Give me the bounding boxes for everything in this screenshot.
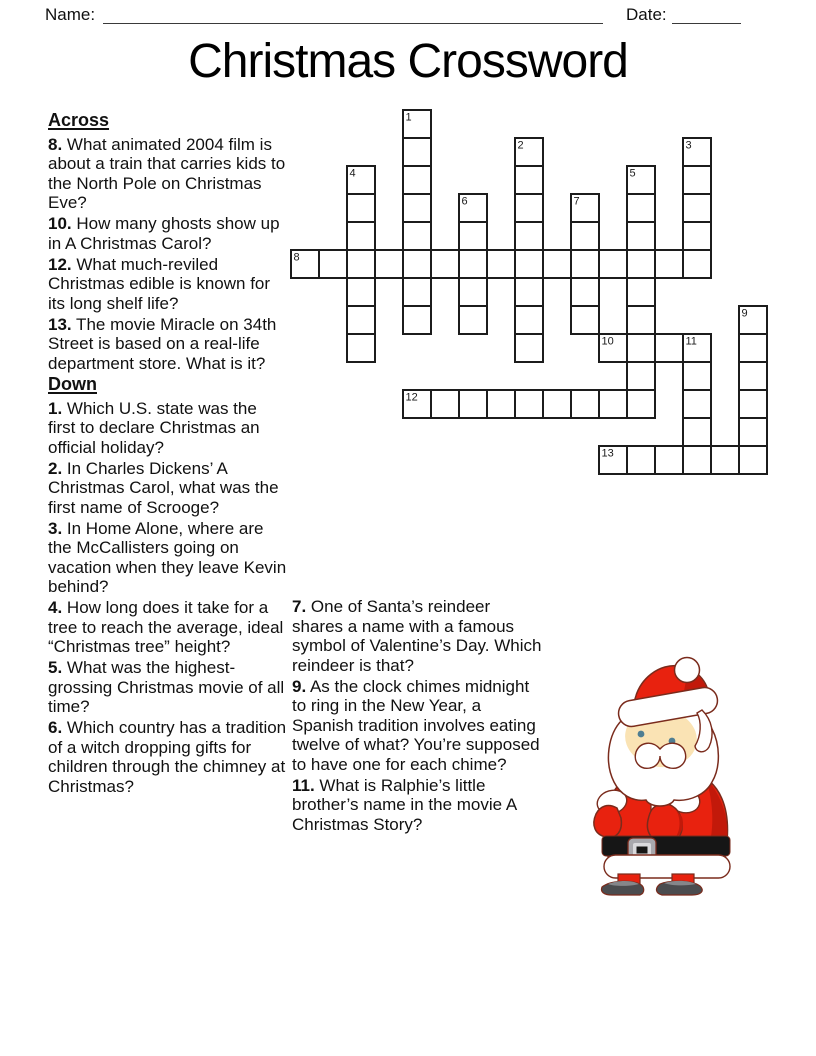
clue-across-10: 10. How many ghosts show up in A Christmas Carol? <box>48 214 280 253</box>
grid-cell[interactable] <box>739 446 767 474</box>
grid-cell[interactable] <box>487 390 515 418</box>
grid-cell[interactable] <box>403 194 431 222</box>
grid-cell[interactable] <box>627 194 655 222</box>
grid-cell[interactable] <box>711 446 739 474</box>
grid-cell-number: 6 <box>461 195 468 208</box>
grid-cell[interactable] <box>431 250 459 278</box>
grid-cell[interactable] <box>347 278 375 306</box>
clue-across-12: 12. What much-reviled Christmas edible is known for its long shelf life? <box>48 254 271 313</box>
grid-cell[interactable] <box>431 390 459 418</box>
grid-cell[interactable] <box>683 362 711 390</box>
grid-cell[interactable] <box>627 222 655 250</box>
grid-cell-number: 8 <box>293 251 300 264</box>
santa-illustration <box>588 650 748 898</box>
grid-cell[interactable] <box>571 306 599 334</box>
grid-cell[interactable] <box>655 446 683 474</box>
grid-cell-number: 4 <box>349 167 356 180</box>
grid-cell-number: 5 <box>629 167 636 180</box>
clues-left-column <box>48 111 288 798</box>
grid-cell[interactable] <box>515 306 543 334</box>
name-input-line[interactable] <box>103 8 603 24</box>
grid-cell[interactable] <box>515 250 543 278</box>
grid-cell[interactable] <box>599 390 627 418</box>
grid-cell-number: 3 <box>685 139 692 152</box>
grid-cell[interactable] <box>683 446 711 474</box>
grid-cell[interactable] <box>571 222 599 250</box>
name-label: Name: <box>45 5 96 24</box>
clue-down-4: 4. How long does it take for a tree to reach the average, ideal “Christmas tree” height? <box>48 598 284 656</box>
grid-cell[interactable] <box>571 250 599 278</box>
date-label: Date: <box>626 5 667 24</box>
grid-cell[interactable] <box>739 418 767 446</box>
grid-cell[interactable] <box>739 390 767 418</box>
grid-cell[interactable] <box>403 222 431 250</box>
grid-cell[interactable] <box>571 390 599 418</box>
santa-buckle-hole <box>637 847 648 854</box>
grid-cell[interactable] <box>487 250 515 278</box>
grid-cell-number: 9 <box>741 307 748 320</box>
down-clue-list-left <box>48 399 288 797</box>
grid-cell[interactable] <box>459 278 487 306</box>
clue-across-13: 13. The movie Miracle on 34th Street is based on a real-life department store. What is it? <box>48 314 277 373</box>
date-input-line[interactable] <box>672 8 741 24</box>
clue-down-5: 5. What was the highest-grossing Christmas movie of all time? <box>48 658 285 716</box>
grid-cell[interactable] <box>655 250 683 278</box>
grid-cell[interactable] <box>627 334 655 362</box>
grid-cell[interactable] <box>347 194 375 222</box>
grid-cell[interactable] <box>627 446 655 474</box>
grid-cell-number: 7 <box>573 195 580 208</box>
crossword-grid-svg[interactable] <box>290 109 768 475</box>
grid-cell[interactable] <box>627 250 655 278</box>
clues-right-column <box>292 597 544 836</box>
grid-cell[interactable] <box>543 390 571 418</box>
clue-across-8: 8. What animated 2004 film is about a train that carries kids to the North Pole on Christmas Eve? <box>48 134 286 212</box>
grid-cell[interactable] <box>683 250 711 278</box>
grid-cell[interactable] <box>515 222 543 250</box>
grid-cell[interactable] <box>515 166 543 194</box>
grid-cell[interactable] <box>683 194 711 222</box>
grid-cell-number: 10 <box>601 335 614 348</box>
clue-down-7: 7. One of Santa’s reindeer shares a name with a famous symbol of Valentine’s Day. Which reindeer is that? <box>292 597 542 675</box>
crossword-grid[interactable] <box>290 109 768 480</box>
grid-cell[interactable] <box>459 250 487 278</box>
grid-cell[interactable] <box>403 278 431 306</box>
grid-cell-number: 13 <box>601 447 614 460</box>
grid-cell[interactable] <box>683 222 711 250</box>
grid-cell[interactable] <box>459 222 487 250</box>
grid-cell[interactable] <box>515 390 543 418</box>
grid-cell[interactable] <box>403 166 431 194</box>
santa-hat-pom <box>675 658 700 683</box>
grid-cell-number: 11 <box>685 335 697 348</box>
down-heading: Down <box>48 374 97 394</box>
grid-cell[interactable] <box>319 250 347 278</box>
grid-cell[interactable] <box>571 278 599 306</box>
grid-cell[interactable] <box>655 334 683 362</box>
grid-cell[interactable] <box>403 306 431 334</box>
santa-left-mitten <box>594 806 622 838</box>
grid-cell-number: 2 <box>517 139 524 152</box>
clue-down-1: 1. Which U.S. state was the first to declare Christmas an official holiday? <box>48 398 260 457</box>
grid-cell[interactable] <box>515 278 543 306</box>
grid-cell[interactable] <box>683 418 711 446</box>
clue-down-3: 3. In Home Alone, where are the McCallisters going on vacation when they leave Kevin behind? <box>48 518 287 596</box>
grid-cell[interactable] <box>627 278 655 306</box>
grid-cell[interactable] <box>375 250 403 278</box>
grid-cell[interactable] <box>627 390 655 418</box>
grid-cell[interactable] <box>459 390 487 418</box>
santa-belt <box>602 836 730 856</box>
grid-cell[interactable] <box>347 334 375 362</box>
across-heading: Across <box>48 110 110 130</box>
grid-cell[interactable] <box>515 334 543 362</box>
grid-cell[interactable] <box>543 250 571 278</box>
santa-left-eye <box>638 731 645 738</box>
clue-down-6: 6. Which country has a tradition of a witch dropping gifts for children through the chimney at Christmas? <box>48 718 287 796</box>
grid-cell[interactable] <box>627 306 655 334</box>
grid-cell-number: 12 <box>405 391 418 404</box>
down-clue-list-right <box>292 597 544 834</box>
grid-cell[interactable] <box>459 306 487 334</box>
clue-down-11: 11. What is Ralphie’s little brother’s name in the movie A Christmas Story? <box>292 775 517 834</box>
grid-cell[interactable] <box>347 222 375 250</box>
across-clue-list <box>48 135 288 374</box>
grid-cell[interactable] <box>347 250 375 278</box>
grid-cell[interactable] <box>739 362 767 390</box>
grid-cell-number: 1 <box>405 111 412 124</box>
grid-cell[interactable] <box>683 390 711 418</box>
grid-cell[interactable] <box>403 138 431 166</box>
grid-cell[interactable] <box>403 250 431 278</box>
grid-cell[interactable] <box>739 334 767 362</box>
clue-down-9: 9. As the clock chimes midnight to ring in the New Year, a Spanish tradition involves eating twelve of what? You’re supposed to have one for each chime? <box>292 676 540 774</box>
grid-cell[interactable] <box>599 250 627 278</box>
grid-cell[interactable] <box>683 166 711 194</box>
clue-down-2: 2. In Charles Dickens’ A Christmas Carol, what was the first name of Scrooge? <box>48 458 279 517</box>
grid-cell[interactable] <box>627 362 655 390</box>
grid-cell[interactable] <box>347 306 375 334</box>
page-title: Christmas Crossword <box>188 35 628 88</box>
grid-cell[interactable] <box>515 194 543 222</box>
